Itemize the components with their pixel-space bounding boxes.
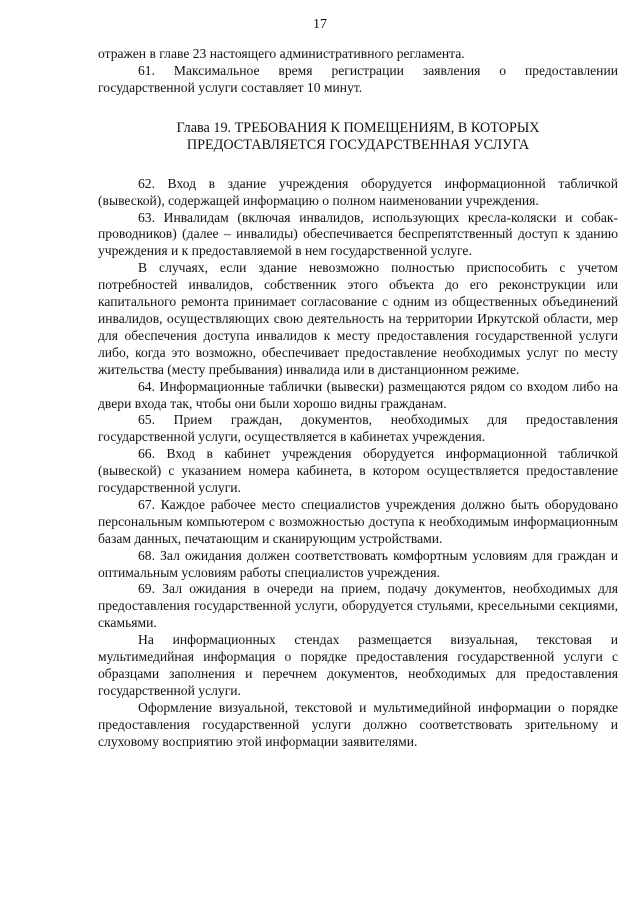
chapter-title-line-2: ПРЕДОСТАВЛЯЕТСЯ ГОСУДАРСТВЕННАЯ УСЛУГА [186, 136, 530, 153]
chapter-title [98, 120, 618, 154]
paragraph-63: 63. Инвалидам (включая инвалидов, использующих кресла-коляски и собак-проводников) (далее – инвалиды) обеспечивается беспрепятственный доступ к зданию учреждения и к предоставляемой в нем государственной услуге. [98, 209, 618, 259]
paragraph-info-stands: На информационных стендах размещается визуальная, текстовая и мультимедийная информация о порядке предоставления государственной услуги с образцами заполнения и перечнем документов, необходимых для предоставления государственной услуги. [98, 632, 618, 698]
paragraph-66: 66. Вход в кабинет учреждения оборудуется информационной табличкой (вывеской) с указанием номера кабинета, в котором осуществляется предоставление государственной услуги. [98, 446, 618, 496]
paragraph-61: 61. Максимальное время регистрации заявления о предоставлении государственной услуги составляет 10 минут. [98, 62, 618, 95]
page-number: 17 [313, 17, 327, 32]
paragraph-info-design: Оформление визуальной, текстовой и мультимедийной информации о порядке предоставления государственной услуги должно соответствовать зрительному и слуховому восприятию этой информации заявителями. [98, 699, 618, 749]
chapter-title-line-1: Глава 19. ТРЕБОВАНИЯ К ПОМЕЩЕНИЯМ, В КОТОРЫХ [176, 119, 540, 136]
paragraph-63-continuation: В случаях, если здание невозможно полностью приспособить с учетом потребностей инвалидов, собственник этого объекта до его реконструкции или капитального ремонта принимает согласование с одним из общественных объединений инвалидов, осуществляющих свою деятельность на территории Иркутской области, мер для обеспечения доступа инвалидов к месту предоставления государственной услуги либо, когда это возможно, обеспечивает предоставление необходимых услуг по месту жительства (месту пребывания) инвалида или в дистанционном режиме. [98, 260, 618, 377]
page-content [98, 46, 618, 751]
paragraph-64: 64. Информационные таблички (вывески) размещаются рядом со входом либо на двери входа так, чтобы они были хорошо видны гражданам. [98, 378, 618, 411]
paragraph-62: 62. Вход в здание учреждения оборудуется информационной табличкой (вывеской), содержащей информацию о полном наименовании учреждения. [98, 175, 618, 208]
paragraph-68: 68. Зал ожидания должен соответствовать комфортным условиям для граждан и оптимальным условиям работы специалистов учреждения. [98, 547, 618, 580]
paragraph-67: 67. Каждое рабочее место специалистов учреждения должно быть оборудовано персональным компьютером с возможностью доступа к необходимым информационным базам данных, печатающим и сканирующим устройствами. [98, 496, 618, 546]
paragraph-65: 65. Прием граждан, документов, необходимых для предоставления государственной услуги, осуществляется в кабинетах учреждения. [98, 412, 618, 445]
continued-paragraph: отражен в главе 23 настоящего административного регламента. [98, 46, 465, 61]
paragraph-69: 69. Зал ожидания в очереди на прием, подачу документов, необходимых для предоставления государственной услуги, оборудуется стульями, кресельными секциями, скамьями. [98, 581, 618, 631]
